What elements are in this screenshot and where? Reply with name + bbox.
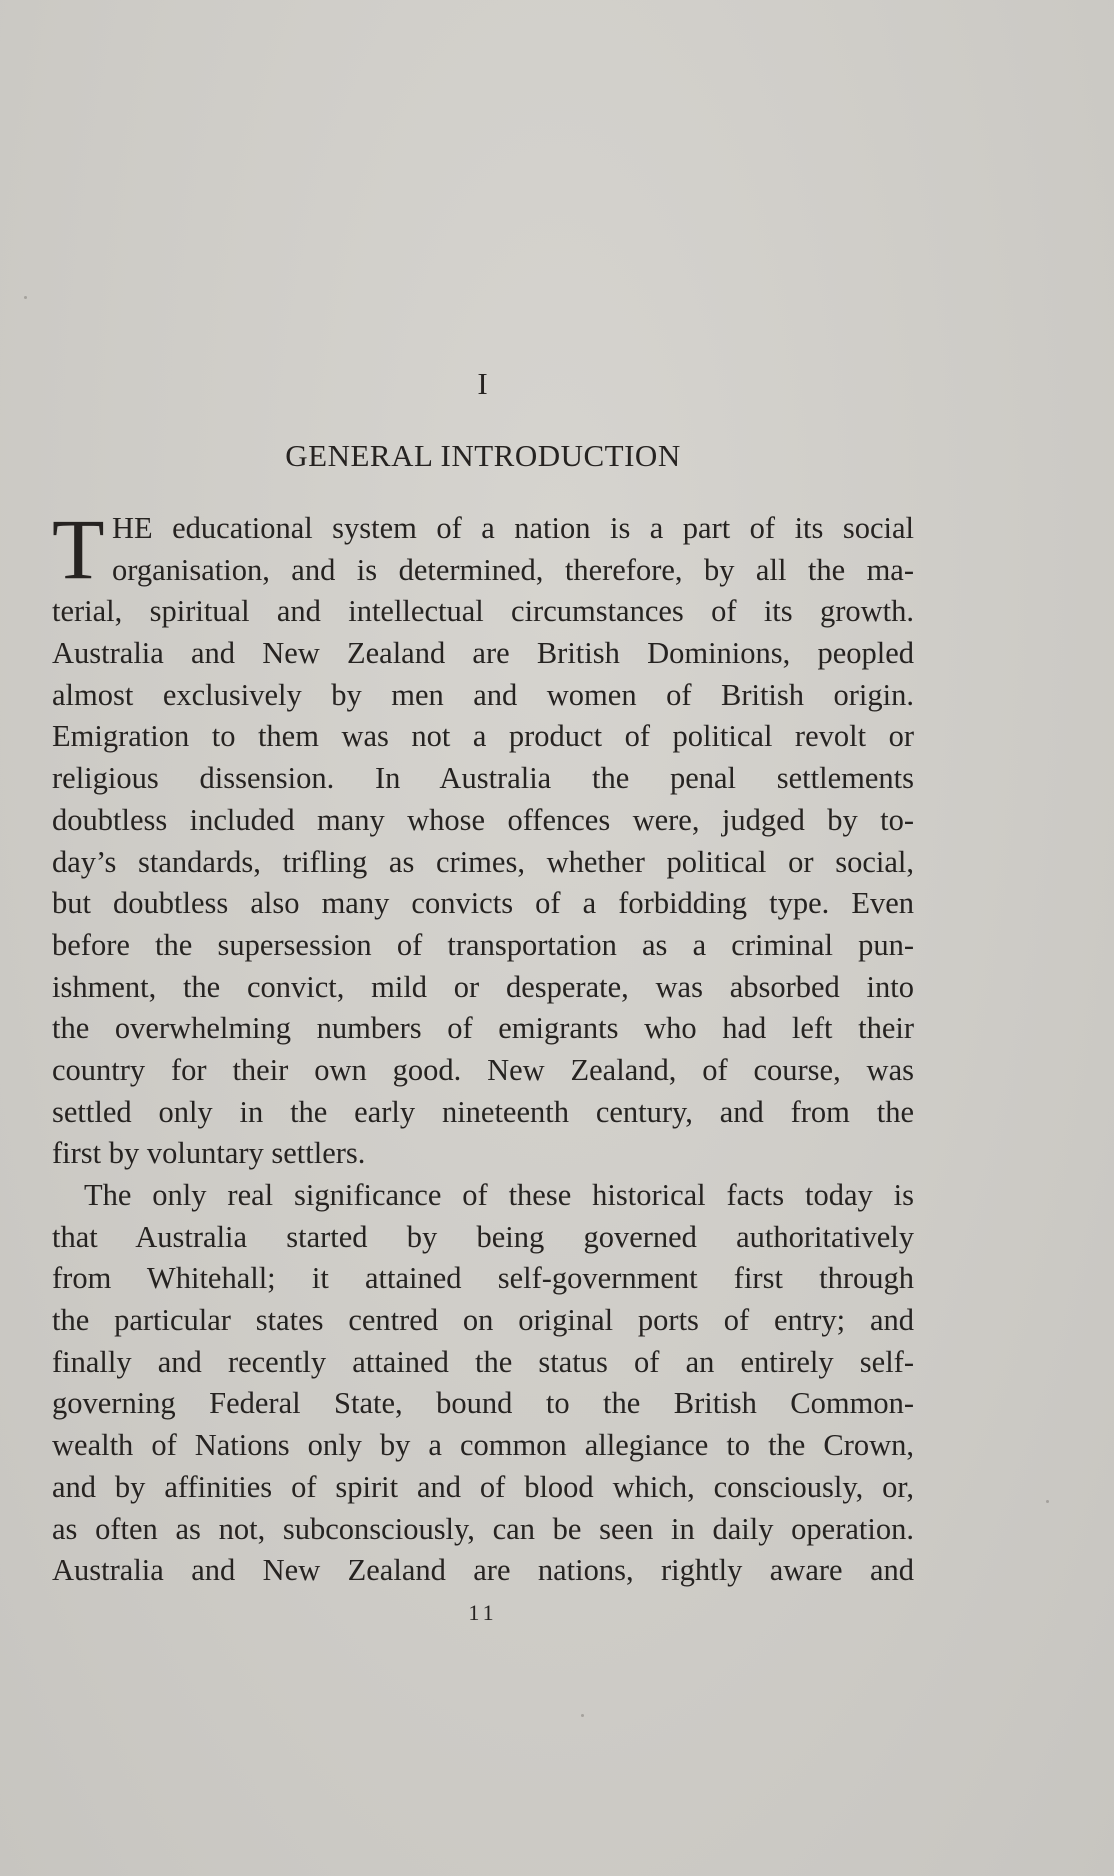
text-line: Australia and New Zealand are British Dominions, peopled [52, 636, 914, 671]
text-line: almost exclusively by men and women of British origin. [52, 677, 914, 712]
paper-speck [581, 1714, 584, 1717]
text-line: before the supersession of transportation as a criminal pun- [52, 927, 914, 962]
page-number: 11 [468, 1600, 498, 1625]
text-line: HE educational system of a nation is a part of its social [112, 511, 914, 545]
text-line: finally and recently attained the status of an entirely self- [52, 1344, 914, 1379]
paper-speck [1046, 1500, 1049, 1503]
text-line: that Australia started by being governed authoritatively [52, 1219, 914, 1254]
text-line: the overwhelming numbers of emigrants who had left their [52, 1011, 914, 1046]
body-text [52, 501, 914, 1592]
text-line: doubtless included many whose offences were, judged by to- [52, 802, 914, 837]
text-line: organisation, and is determined, therefore, by all the ma- [112, 552, 914, 587]
text-line: Emigration to them was not a product of political revolt or [52, 719, 914, 754]
text-line: from Whitehall; it attained self-government first through [52, 1261, 914, 1296]
text-line: day’s standards, trifling as crimes, whether political or social, [52, 844, 914, 879]
paragraph [52, 501, 914, 1175]
paragraph [52, 1175, 914, 1592]
text-line: Australia and New Zealand are nations, rightly aware and [52, 1553, 914, 1588]
text-line: settled only in the early nineteenth century, and from the [52, 1094, 914, 1129]
text-line: The only real significance of these historical facts today is [84, 1178, 914, 1212]
paper-speck [24, 296, 27, 299]
text-line: and by affinities of spirit and of blood which, consciously, or, [52, 1469, 914, 1504]
text-line: but doubtless also many convicts of a forbidding type. Even [52, 886, 914, 921]
text-line: first by voluntary settlers. [52, 1136, 366, 1171]
text-line: country for their own good. New Zealand, of course, was [52, 1052, 914, 1087]
text-line: terial, spiritual and intellectual circumstances of its growth. [52, 594, 914, 629]
text-line: religious dissension. In Australia the penal settlements [52, 761, 914, 796]
text-line: governing Federal State, bound to the British Common- [52, 1386, 914, 1421]
text-line: ishment, the convict, mild or desperate, was absorbed into [52, 969, 914, 1004]
text-line: wealth of Nations only by a common allegiance to the Crown, [52, 1428, 914, 1463]
drop-cap: T [52, 501, 105, 597]
text-line: as often as not, subconsciously, can be seen in daily operation. [52, 1511, 914, 1546]
chapter-number: I [477, 366, 489, 401]
text-line: the particular states centred on original ports of entry; and [52, 1303, 914, 1338]
chapter-title: GENERAL INTRODUCTION [285, 438, 681, 473]
